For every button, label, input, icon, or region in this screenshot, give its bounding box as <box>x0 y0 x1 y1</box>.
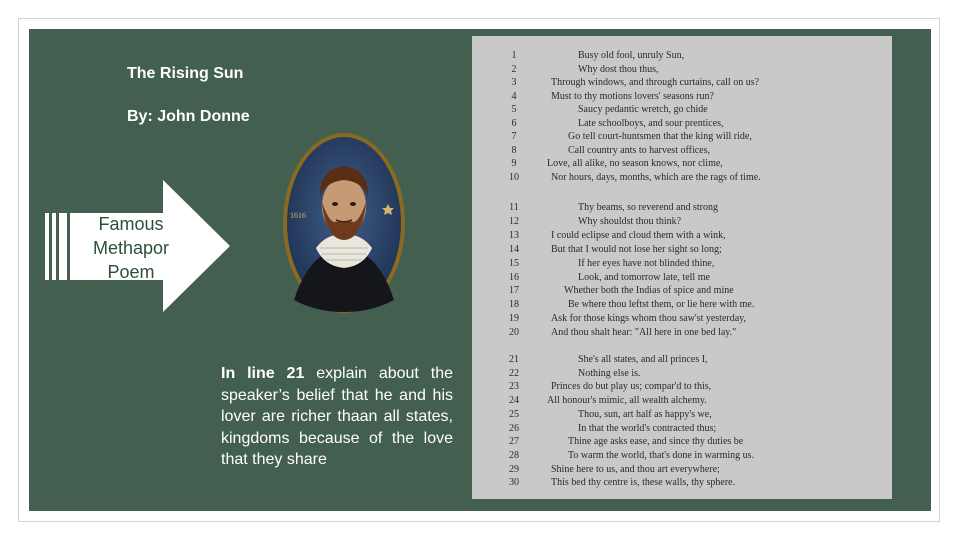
poem-line-number: 1 <box>511 50 517 61</box>
poem-line-number: 20 <box>509 327 519 339</box>
poem-line <box>472 130 892 143</box>
poem-line-text: Thou, sun, art half as happy's we, <box>578 408 712 420</box>
poem-line-number: 18 <box>509 299 519 311</box>
explanation-text <box>221 363 453 471</box>
poem-line-number: 16 <box>509 271 519 283</box>
poem-line-text: Princes do but play us; compar'd to this, <box>551 381 712 393</box>
poem-line <box>472 63 892 76</box>
poem-line <box>472 326 892 339</box>
poem-line-text: Thine age asks ease, and since thy duties be <box>568 436 744 448</box>
poem-line-text: Ask for those kings whom thou saw'st yesterday, <box>551 313 747 325</box>
portrait-year-caption: 1616 <box>290 211 306 220</box>
poem-line-text: In that the world's contracted thus; <box>578 422 717 434</box>
poem-line-number: 8 <box>511 144 517 156</box>
poem-line-text: All honour's mimic, all wealth alchemy. <box>547 395 707 407</box>
poem-line-text: This bed thy centre is, these walls, thy sphere. <box>551 477 736 489</box>
poem-line <box>472 422 892 435</box>
poem-line-text: And thou shalt hear: "All here in one bed lay." <box>551 327 737 339</box>
poem-line-text: Shine here to us, and thou art everywhere; <box>551 463 720 475</box>
poem-line-number: 12 <box>509 215 519 227</box>
poem-line-number: 15 <box>509 257 519 269</box>
poem-line-text: She's all states, and all princes I, <box>578 354 708 365</box>
poem-line-text: Nor hours, days, months, which are the rags of time. <box>551 171 761 183</box>
poem-line <box>472 271 892 284</box>
poem-line-number: 3 <box>511 77 517 88</box>
poem-line-text: But that I would not lose her sight so long; <box>551 243 722 255</box>
poem-line-number: 29 <box>509 463 519 475</box>
poem-line-number: 25 <box>509 408 519 420</box>
poem-line <box>472 435 892 448</box>
poem-line <box>472 449 892 462</box>
poem-line <box>472 408 892 421</box>
arrow-label: Famous Methapor Poem <box>92 214 170 282</box>
poem-line-number: 30 <box>509 477 519 489</box>
slide-title: The Rising Sun <box>127 65 244 82</box>
poem-line-text: Saucy pedantic wretch, go chide <box>578 104 708 115</box>
poem-line <box>472 103 892 116</box>
poem-line-number: 26 <box>509 422 519 434</box>
poem-line-text: Look, and tomorrow late, tell me <box>578 271 710 283</box>
poem-line-number: 9 <box>511 158 517 169</box>
poem-line <box>472 463 892 476</box>
poem-line-number: 2 <box>511 63 517 75</box>
poem-line <box>472 117 892 130</box>
john-donne-portrait <box>280 130 408 316</box>
explanation-rest: explain about the speaker’s belief that he and his lover are richer thaan all states, kingdoms because of the love that they share <box>221 365 454 468</box>
poem-line-number: 21 <box>509 354 519 365</box>
poem-line <box>472 312 892 325</box>
poem-line-text: If her eyes have not blinded thine, <box>578 257 715 269</box>
poem-line-number: 27 <box>509 436 519 448</box>
poem-line-number: 17 <box>509 285 519 297</box>
poem-line-text: Thy beams, so reverend and strong <box>578 202 718 213</box>
poem-line <box>472 144 892 157</box>
poem-line-number: 24 <box>509 395 519 407</box>
poem-line-text: Love, all alike, no season knows, nor clime, <box>547 158 723 169</box>
poem-line-text: Why dost thou thus, <box>578 63 659 75</box>
poem-line-text: Must to thy motions lovers' seasons run? <box>551 90 714 102</box>
poem-line-text: Be where thou leftst them, or lie here with me. <box>568 299 755 311</box>
poem-line <box>472 394 892 407</box>
poem-line-text: Why shouldst thou think? <box>578 215 682 227</box>
poem-line <box>472 171 892 184</box>
poem-line-number: 11 <box>509 202 519 213</box>
poem-image <box>472 36 892 499</box>
poem-line-text: Nothing else is. <box>578 367 641 379</box>
poem-line <box>472 201 892 214</box>
poem-line <box>472 367 892 380</box>
poem-line-text: Through windows, and through curtains, call on us? <box>551 77 760 88</box>
poem-line <box>472 90 892 103</box>
poem-line <box>472 380 892 393</box>
poem-line-number: 6 <box>511 117 517 129</box>
poem-line-number: 14 <box>509 243 519 255</box>
poem-line-text: To warm the world, that's done in warming us. <box>568 449 755 461</box>
poem-line-text: Call country ants to harvest offices, <box>568 144 711 156</box>
poem-line-number: 4 <box>511 90 517 102</box>
poem-line-number: 22 <box>509 367 519 379</box>
poem-line <box>472 157 892 170</box>
poem-line-number: 28 <box>509 449 519 461</box>
poem-line <box>472 298 892 311</box>
poem-line-number: 10 <box>509 171 519 183</box>
poem-line-number: 7 <box>511 131 517 142</box>
poem-line-text: Busy old fool, unruly Sun, <box>578 50 685 61</box>
poem-line <box>472 215 892 228</box>
poem-line-text: Go tell court-huntsmen that the king will ride, <box>568 131 752 142</box>
poem-line <box>472 257 892 270</box>
poem-line-text: I could eclipse and cloud them with a wink, <box>551 229 726 241</box>
poem-line <box>472 476 892 489</box>
explanation-bold: In line 21 <box>221 365 305 382</box>
poem-line <box>472 76 892 89</box>
poem-line <box>472 243 892 256</box>
poem-line-number: 5 <box>511 104 517 115</box>
poem-line-text: Whether both the Indias of spice and mine <box>564 285 734 297</box>
poem-line-number: 19 <box>509 313 519 325</box>
poem-line-number: 23 <box>509 381 519 393</box>
poem-line <box>472 284 892 297</box>
poem-line-number: 13 <box>509 229 519 241</box>
poem-line <box>472 229 892 242</box>
slide-author: By: John Donne <box>127 108 250 125</box>
poem-line-text: Late schoolboys, and sour prentices, <box>578 117 724 129</box>
poem-line <box>472 353 892 366</box>
poem-line <box>472 49 892 62</box>
